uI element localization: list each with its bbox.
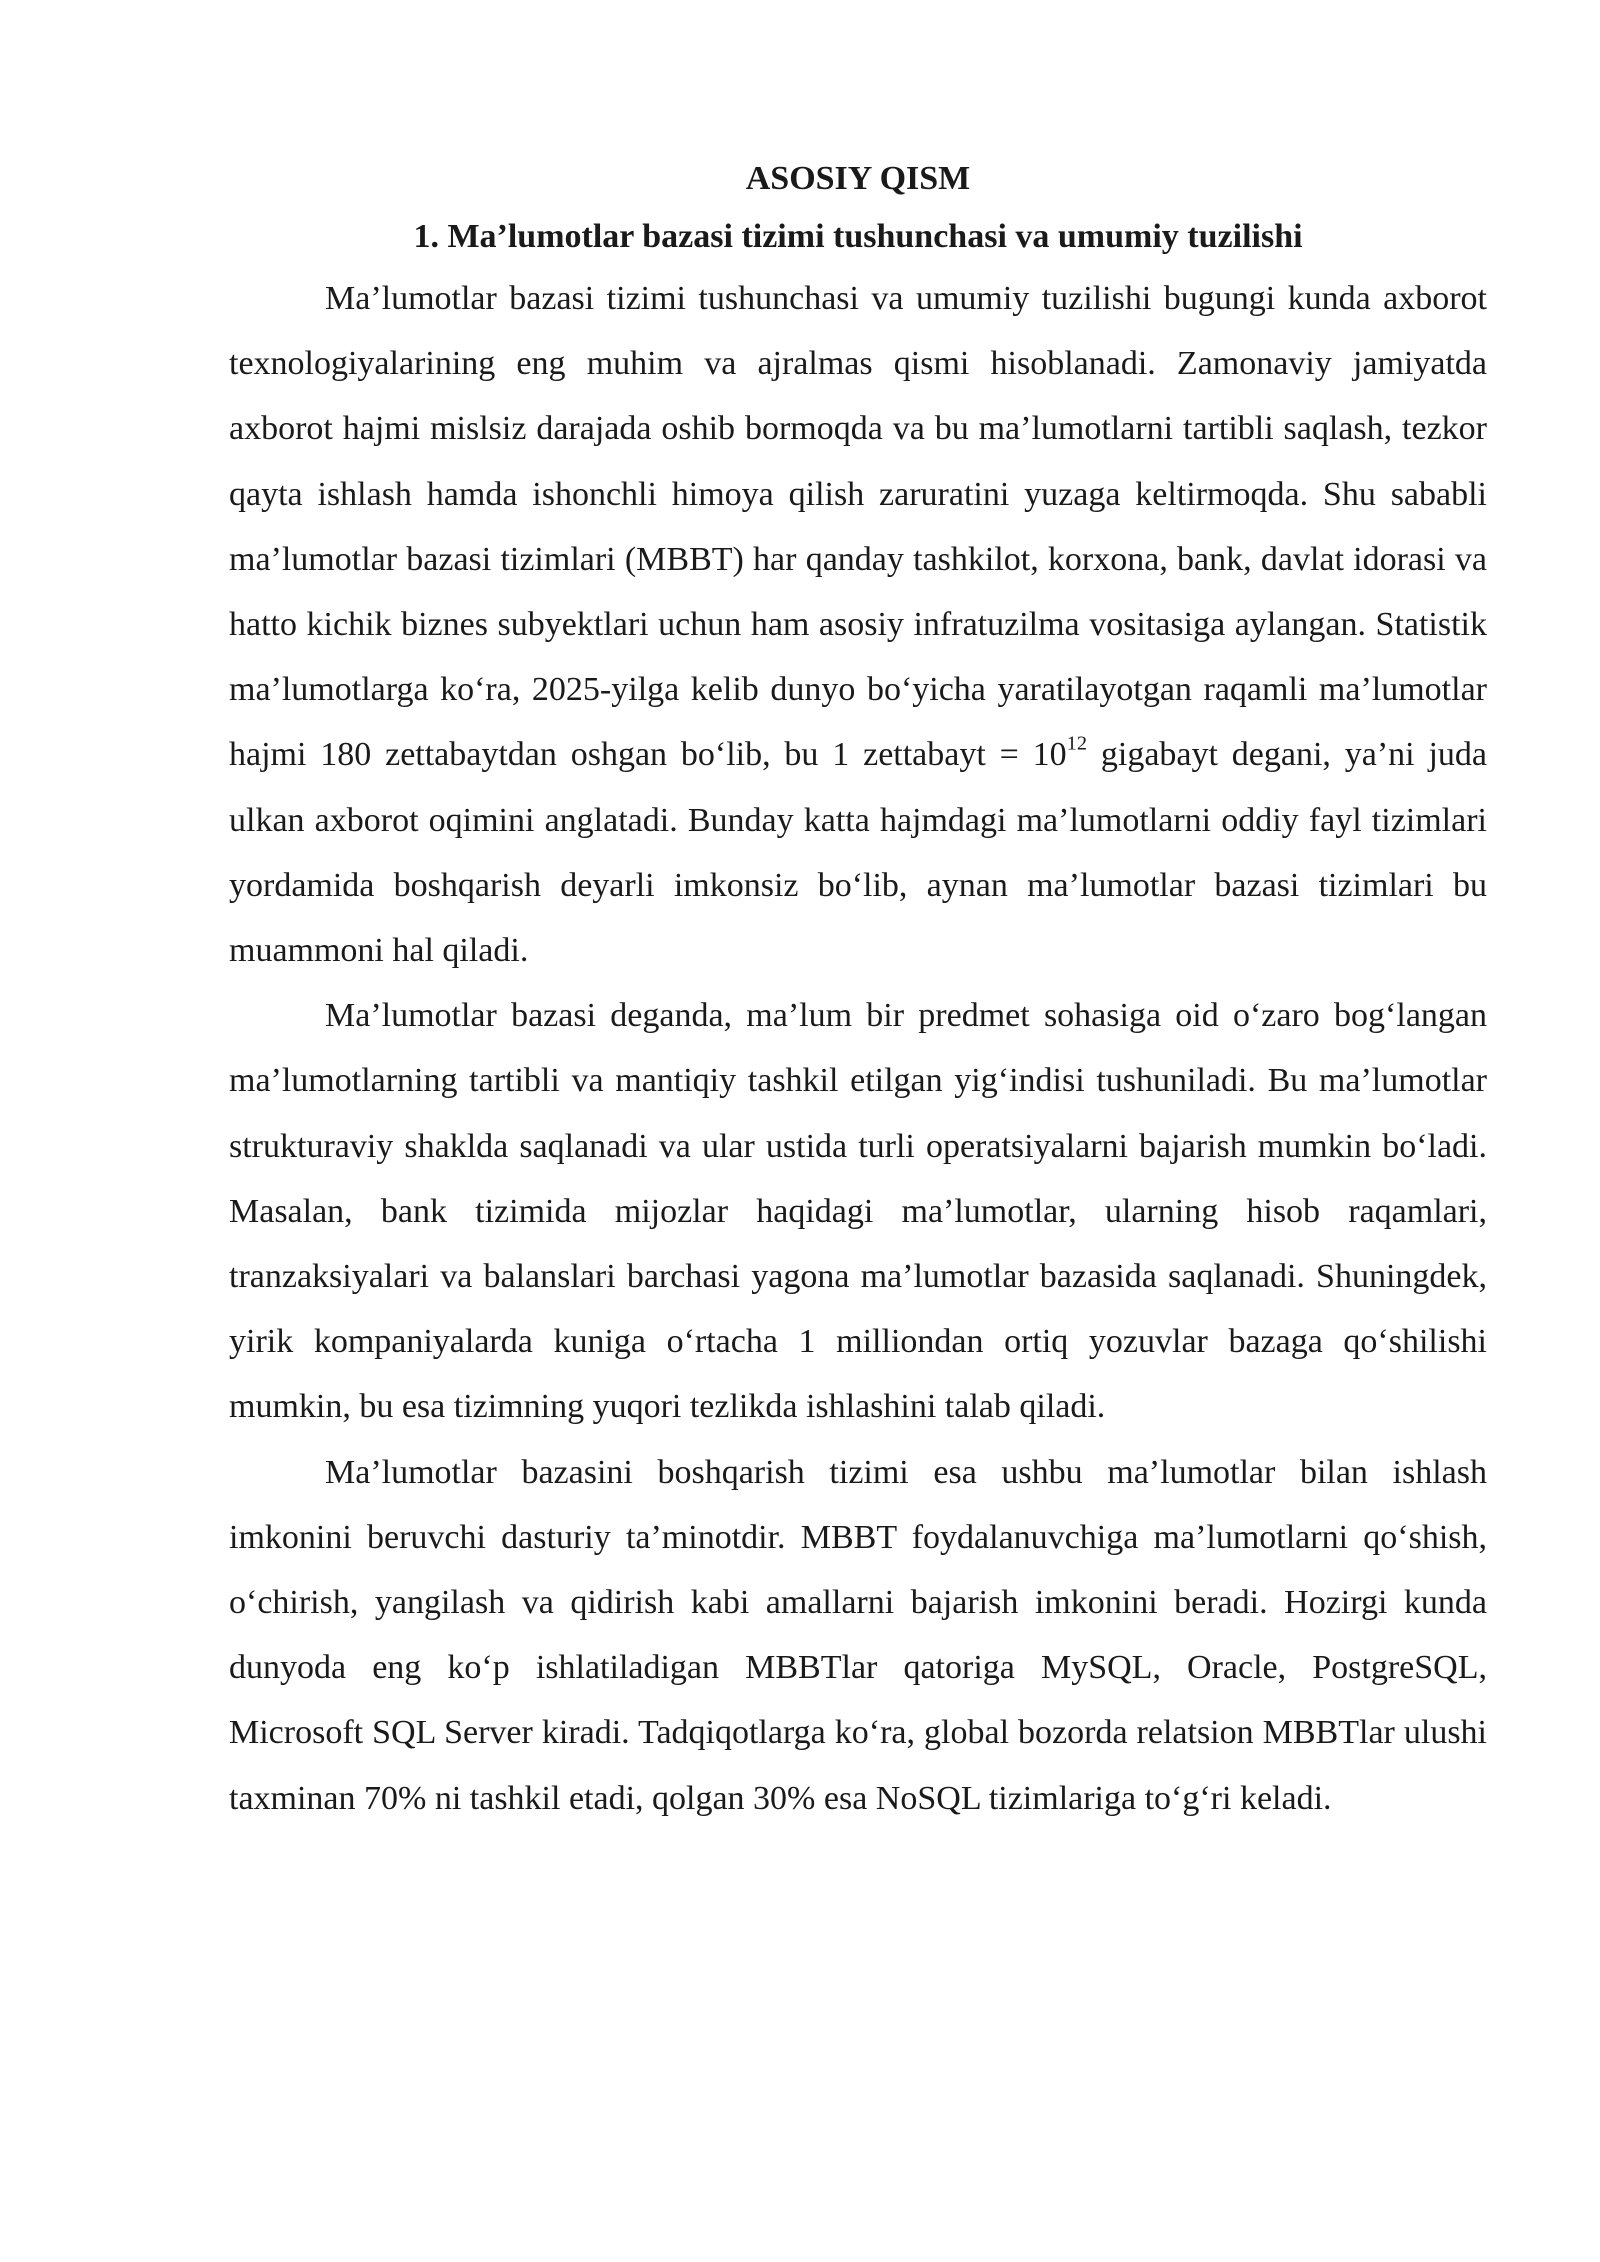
paragraph-2: Ma’lumotlar bazasi deganda, ma’lum bir predmet sohasiga oid o‘zaro bog‘langan ma’lumotlarning tartibli va mantiqiy tashkil etilgan yig‘indisi tushuniladi. Bu ma’lumotlar strukturaviy shaklda saqlanadi va ular ustida turli operatsiyalarni bajarish mumkin bo‘ladi. Masalan, bank tizimida mijozlar haqidagi ma’lumotlar, ularning hisob raqamlari, tranzaksiyalari va balanslari barchasi yagona ma’lumotlar bazasida saqlanadi. Shuningdek, yirik kompaniyalarda kuniga o‘rtacha 1 milliondan ortiq yozuvlar bazaga qo‘shilishi mumkin, bu esa tizimning yuqori tezlikda ishlashini talab qiladi. (229, 997, 1487, 1426)
section-title: 1. Ma’lumotlar bazasi tizimi tushunchasi va umumiy tuzilishi (413, 218, 1303, 255)
exponent-superscript: 12 (1066, 733, 1088, 756)
paragraph-1 (229, 266, 1487, 983)
paragraph-3: Ma’lumotlar bazasini boshqarish tizimi esa ushbu ma’lumotlar bilan ishlash imkonini beruvchi dasturiy ta’minotdir. MBBT foydalanuvchiga ma’lumotlarni qo‘shish, o‘chirish, yangilash va qidirish kabi amallarni bajarish imkonini beradi. Hozirgi kunda dunyoda eng ko‘p ishlatiladigan MBBTlar qatoriga MySQL, Oracle, PostgreSQL, Microsoft SQL Server kiradi. Tadqiqotlarga ko‘ra, global bozorda relatsion MBBTlar ulushi taxminan 70% ni tashkil etadi, qolgan 30% esa NoSQL tizimlariga to‘g‘ri keladi. (229, 1453, 1487, 1817)
main-title: ASOSIY QISM (745, 160, 971, 197)
paragraph-1-text-b: gigabayt degani, ya’ni juda ulkan axborot oqimini anglatadi. Bunday katta hajmdagi ma’lumotlarni oddiy fayl tizimlari yordamida boshqarish deyarli imkonsiz bo‘lib, aynan ma’lumotlar bazasi tizimlari bu muammoni hal qiladi. (229, 736, 1487, 970)
paragraph-1-text-a: Ma’lumotlar bazasi tizimi tushunchasi va umumiy tuzilishi bugungi kunda axborot texnologiyalarining eng muhim va ajralmas qismi hisoblanadi. Zamonaviy jamiyatda axborot hajmi mislsiz darajada oshib bormoqda va bu ma’lumotlarni tartibli saqlash, tezkor qayta ishlash hamda ishonchli himoya qilish zaruratini yuzaga keltirmoqda. Shu sababli ma’lumotlar bazasi tizimlari (MBBT) har qanday tashkilot, korxona, bank, davlat idorasi va hatto kichik biznes subyektlari uchun ham asosiy infratuzilma vositasiga aylangan. Statistik ma’lumotlarga ko‘ra, 2025-yilga kelib dunyo bo‘yicha yaratilayotgan raqamli ma’lumotlar hajmi 180 zettabaytdan oshgan bo‘lib, bu 1 zettabayt = 10 (229, 280, 1487, 774)
